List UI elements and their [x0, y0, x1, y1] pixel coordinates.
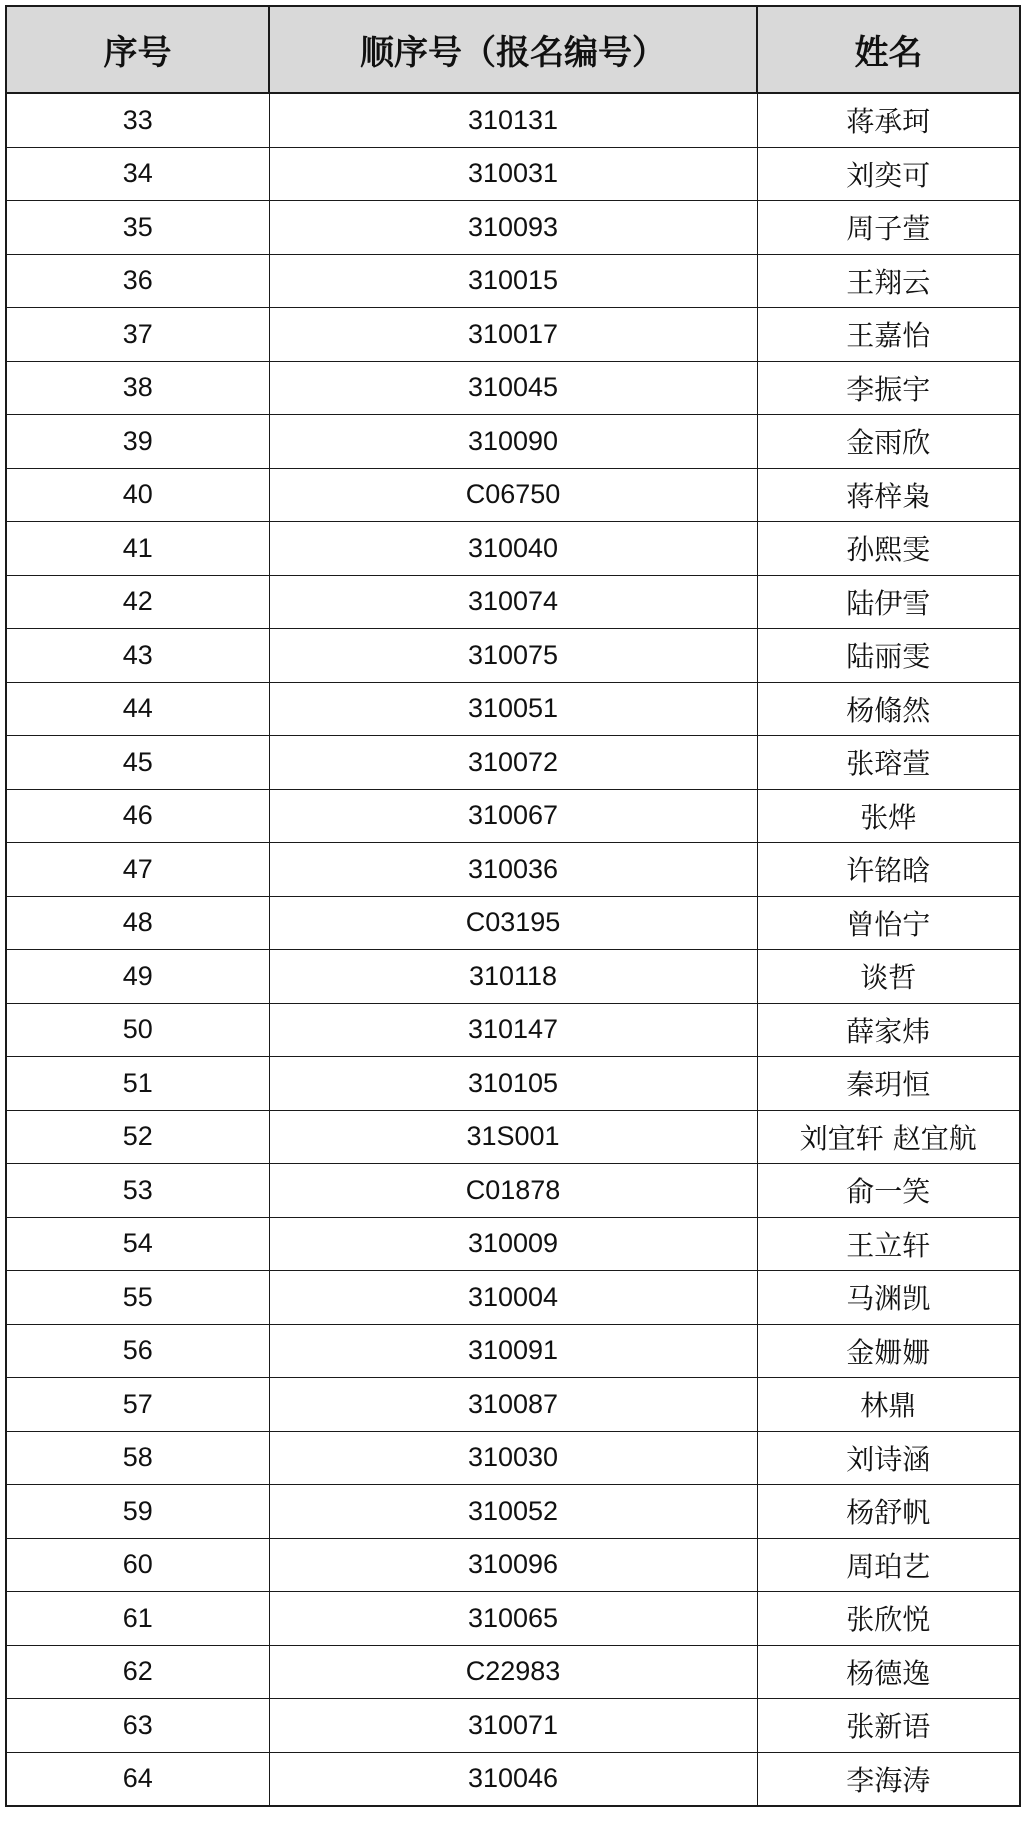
cell-seq: 53 — [6, 1164, 269, 1218]
cell-name: 张瑢萱 — [757, 736, 1020, 790]
cell-name: 许铭晗 — [757, 843, 1020, 897]
cell-registration-number: 310045 — [269, 361, 757, 415]
cell-registration-number: 310017 — [269, 308, 757, 362]
cell-name: 杨德逸 — [757, 1645, 1020, 1699]
cell-name: 张欣悦 — [757, 1592, 1020, 1646]
cell-registration-number: 310091 — [269, 1324, 757, 1378]
cell-name: 周珀艺 — [757, 1538, 1020, 1592]
cell-name: 王嘉怡 — [757, 308, 1020, 362]
cell-registration-number: 310072 — [269, 736, 757, 790]
cell-seq: 40 — [6, 468, 269, 522]
cell-registration-number: 310004 — [269, 1271, 757, 1325]
header-registration-number: 顺序号（报名编号） — [269, 6, 757, 93]
table-row — [6, 629, 1020, 683]
cell-seq: 34 — [6, 147, 269, 201]
cell-seq: 52 — [6, 1110, 269, 1164]
cell-seq: 38 — [6, 361, 269, 415]
cell-name: 刘宜轩 赵宜航 — [757, 1110, 1020, 1164]
cell-name: 金雨欣 — [757, 415, 1020, 469]
cell-seq: 55 — [6, 1271, 269, 1325]
cell-seq: 47 — [6, 843, 269, 897]
cell-name: 马渊凯 — [757, 1271, 1020, 1325]
table-row — [6, 1538, 1020, 1592]
table-row — [6, 1324, 1020, 1378]
cell-name: 蒋梓枭 — [757, 468, 1020, 522]
table-row — [6, 950, 1020, 1004]
cell-registration-number: 310040 — [269, 522, 757, 576]
cell-seq: 41 — [6, 522, 269, 576]
cell-seq: 33 — [6, 93, 269, 147]
cell-name: 刘诗涵 — [757, 1431, 1020, 1485]
cell-name: 陆丽雯 — [757, 629, 1020, 683]
header-row — [6, 6, 1020, 93]
cell-name: 周子萱 — [757, 201, 1020, 255]
cell-name: 刘奕可 — [757, 147, 1020, 201]
table-row — [6, 1164, 1020, 1218]
cell-seq: 54 — [6, 1217, 269, 1271]
cell-name: 李振宇 — [757, 361, 1020, 415]
table-row — [6, 415, 1020, 469]
cell-seq: 45 — [6, 736, 269, 790]
cell-seq: 56 — [6, 1324, 269, 1378]
table-row — [6, 1057, 1020, 1111]
cell-registration-number: C06750 — [269, 468, 757, 522]
cell-seq: 43 — [6, 629, 269, 683]
table-row — [6, 1003, 1020, 1057]
cell-name: 林鼎 — [757, 1378, 1020, 1432]
cell-name: 杨翛然 — [757, 682, 1020, 736]
table-row — [6, 896, 1020, 950]
cell-registration-number: 310131 — [269, 93, 757, 147]
table-row — [6, 308, 1020, 362]
cell-name: 蒋承珂 — [757, 93, 1020, 147]
table-row — [6, 93, 1020, 147]
cell-seq: 61 — [6, 1592, 269, 1646]
table-row — [6, 682, 1020, 736]
cell-registration-number: 310052 — [269, 1485, 757, 1539]
cell-name: 张烨 — [757, 789, 1020, 843]
table-row — [6, 361, 1020, 415]
cell-seq: 44 — [6, 682, 269, 736]
cell-registration-number: 310036 — [269, 843, 757, 897]
cell-name: 王立轩 — [757, 1217, 1020, 1271]
cell-seq: 58 — [6, 1431, 269, 1485]
roster-table — [5, 5, 1021, 1807]
cell-seq: 50 — [6, 1003, 269, 1057]
table-row — [6, 147, 1020, 201]
cell-seq: 62 — [6, 1645, 269, 1699]
cell-seq: 64 — [6, 1752, 269, 1806]
cell-seq: 46 — [6, 789, 269, 843]
cell-seq: 35 — [6, 201, 269, 255]
cell-seq: 60 — [6, 1538, 269, 1592]
cell-name: 谈哲 — [757, 950, 1020, 1004]
table-row — [6, 736, 1020, 790]
cell-registration-number: 310074 — [269, 575, 757, 629]
cell-registration-number: 31S001 — [269, 1110, 757, 1164]
cell-name: 秦玥恒 — [757, 1057, 1020, 1111]
cell-seq: 59 — [6, 1485, 269, 1539]
cell-registration-number: 310015 — [269, 254, 757, 308]
table-row — [6, 1110, 1020, 1164]
table-row — [6, 1699, 1020, 1753]
table-row — [6, 522, 1020, 576]
cell-registration-number: 310096 — [269, 1538, 757, 1592]
cell-seq: 48 — [6, 896, 269, 950]
table-row — [6, 843, 1020, 897]
table-row — [6, 468, 1020, 522]
cell-registration-number: C01878 — [269, 1164, 757, 1218]
table-row — [6, 1752, 1020, 1806]
cell-seq: 57 — [6, 1378, 269, 1432]
table-row — [6, 789, 1020, 843]
table-row — [6, 1431, 1020, 1485]
cell-registration-number: 310051 — [269, 682, 757, 736]
header-name: 姓名 — [757, 6, 1020, 93]
cell-name: 孙熙雯 — [757, 522, 1020, 576]
cell-seq: 63 — [6, 1699, 269, 1753]
table-row — [6, 1485, 1020, 1539]
table-row — [6, 1378, 1020, 1432]
cell-name: 李海涛 — [757, 1752, 1020, 1806]
table-row — [6, 1271, 1020, 1325]
cell-registration-number: 310105 — [269, 1057, 757, 1111]
table-row — [6, 1217, 1020, 1271]
cell-seq: 39 — [6, 415, 269, 469]
table-row — [6, 1592, 1020, 1646]
cell-registration-number: 310031 — [269, 147, 757, 201]
cell-name: 俞一笑 — [757, 1164, 1020, 1218]
cell-registration-number: 310067 — [269, 789, 757, 843]
table-row — [6, 575, 1020, 629]
roster-body — [6, 93, 1020, 1806]
cell-name: 薛家炜 — [757, 1003, 1020, 1057]
cell-registration-number: 310087 — [269, 1378, 757, 1432]
cell-registration-number: 310118 — [269, 950, 757, 1004]
cell-name: 张新语 — [757, 1699, 1020, 1753]
cell-seq: 49 — [6, 950, 269, 1004]
cell-registration-number: 310071 — [269, 1699, 757, 1753]
cell-registration-number: C22983 — [269, 1645, 757, 1699]
table-row — [6, 201, 1020, 255]
cell-seq: 37 — [6, 308, 269, 362]
cell-name: 曾怡宁 — [757, 896, 1020, 950]
cell-name: 金姗姗 — [757, 1324, 1020, 1378]
cell-seq: 42 — [6, 575, 269, 629]
cell-name: 陆伊雪 — [757, 575, 1020, 629]
cell-registration-number: 310046 — [269, 1752, 757, 1806]
roster-sheet — [5, 5, 1019, 1807]
cell-registration-number: 310030 — [269, 1431, 757, 1485]
table-row — [6, 254, 1020, 308]
cell-seq: 36 — [6, 254, 269, 308]
cell-name: 杨舒帆 — [757, 1485, 1020, 1539]
cell-registration-number: 310075 — [269, 629, 757, 683]
cell-registration-number: C03195 — [269, 896, 757, 950]
cell-registration-number: 310093 — [269, 201, 757, 255]
cell-seq: 51 — [6, 1057, 269, 1111]
cell-registration-number: 310065 — [269, 1592, 757, 1646]
cell-name: 王翔云 — [757, 254, 1020, 308]
cell-registration-number: 310090 — [269, 415, 757, 469]
cell-registration-number: 310009 — [269, 1217, 757, 1271]
header-seq: 序号 — [6, 6, 269, 93]
cell-registration-number: 310147 — [269, 1003, 757, 1057]
table-row — [6, 1645, 1020, 1699]
